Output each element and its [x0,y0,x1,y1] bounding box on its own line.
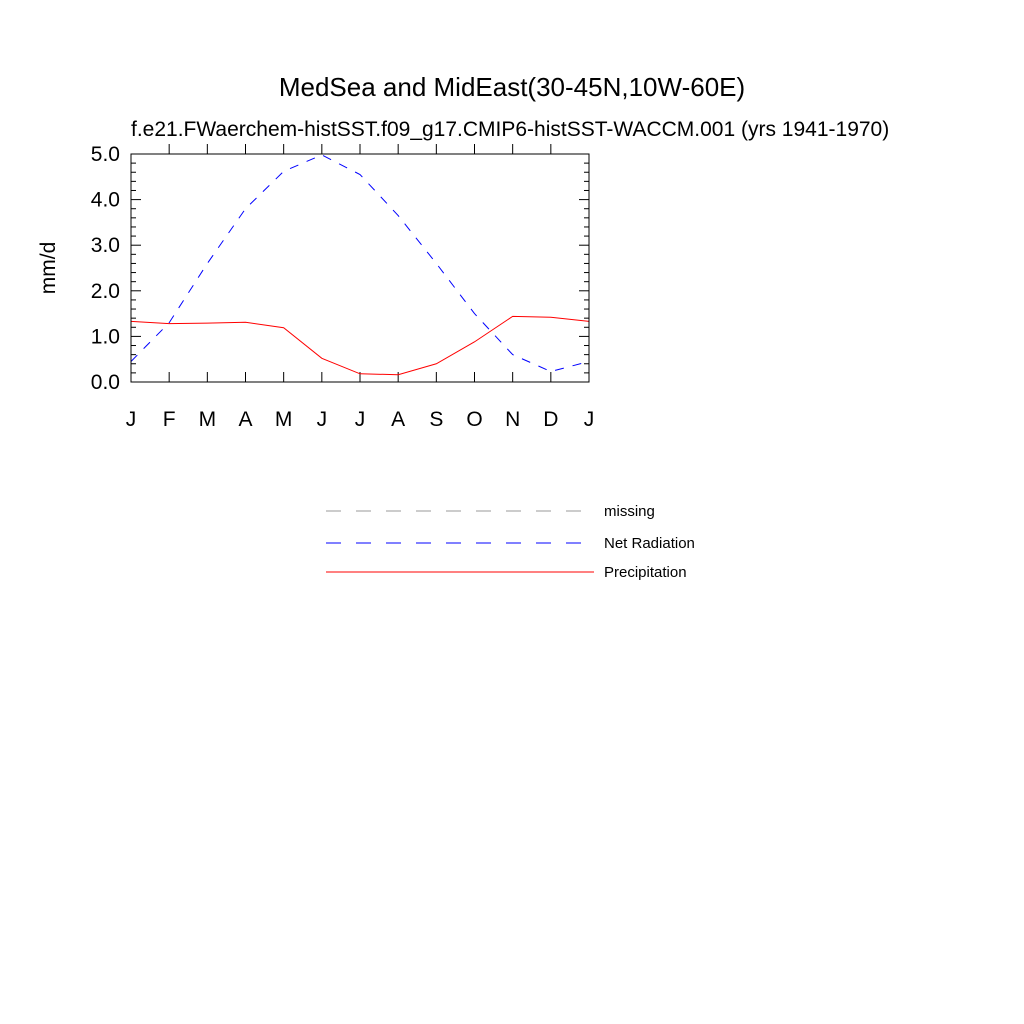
data-point [244,321,247,324]
x-tick-label: A [238,408,253,431]
y-tick-label: 5.0 [90,143,120,166]
legend-item [326,503,655,520]
legend-label: Precipitation [604,564,687,581]
series-net-radiation [130,153,591,373]
y-tick-label: 4.0 [90,188,120,212]
data-point [359,372,362,375]
data-point [168,322,171,325]
data-point [511,353,514,356]
data-point [435,362,438,365]
data-point [435,262,438,265]
chart-title: MedSea and MidEast(30-45N,10W-60E) [278,72,746,102]
legend-label: missing [604,503,655,520]
data-point [549,316,552,319]
x-tick-label: J [583,408,595,431]
chart-subtitle: f.e21.FWaerchem-histSST.f09_g17.CMIP6-histSST-WACCM.001 (yrs 1941-1970) [131,118,890,141]
series-line [131,155,589,372]
x-tick-label: J [316,408,328,431]
y-tick-label: 2.0 [90,279,120,303]
data-point [473,312,476,315]
y-tick-label: 0.0 [90,371,120,394]
y-tick-label: 1.0 [90,325,120,349]
y-axis-label: mm/d [37,241,60,295]
legend-item [326,564,687,581]
axes [91,143,594,431]
data-point [320,357,323,360]
legend [326,503,695,581]
series-layer [130,153,591,376]
x-tick-label: N [505,408,521,431]
plot-frame [131,154,589,382]
data-point [282,326,285,329]
data-point [473,340,476,343]
data-point [359,173,362,176]
series-line [131,316,589,374]
data-point [282,170,285,173]
x-tick-label: M [198,408,217,431]
data-point [206,262,209,265]
data-point [511,315,514,318]
data-point [549,370,552,373]
series-precipitation [130,315,591,376]
data-point [397,214,400,217]
data-point [244,207,247,210]
x-tick-label: J [125,408,137,431]
x-tick-label: S [429,408,444,431]
y-tick-label: 3.0 [90,234,120,258]
x-tick-label: F [162,408,176,431]
legend-item [326,535,695,552]
data-point [206,322,209,325]
legend-label: Net Radiation [604,535,695,552]
x-tick-label: M [274,408,293,431]
x-tick-label: J [354,408,366,431]
x-tick-label: O [466,408,483,431]
data-point [397,373,400,376]
x-tick-label: D [543,408,559,431]
x-tick-label: A [391,408,406,431]
